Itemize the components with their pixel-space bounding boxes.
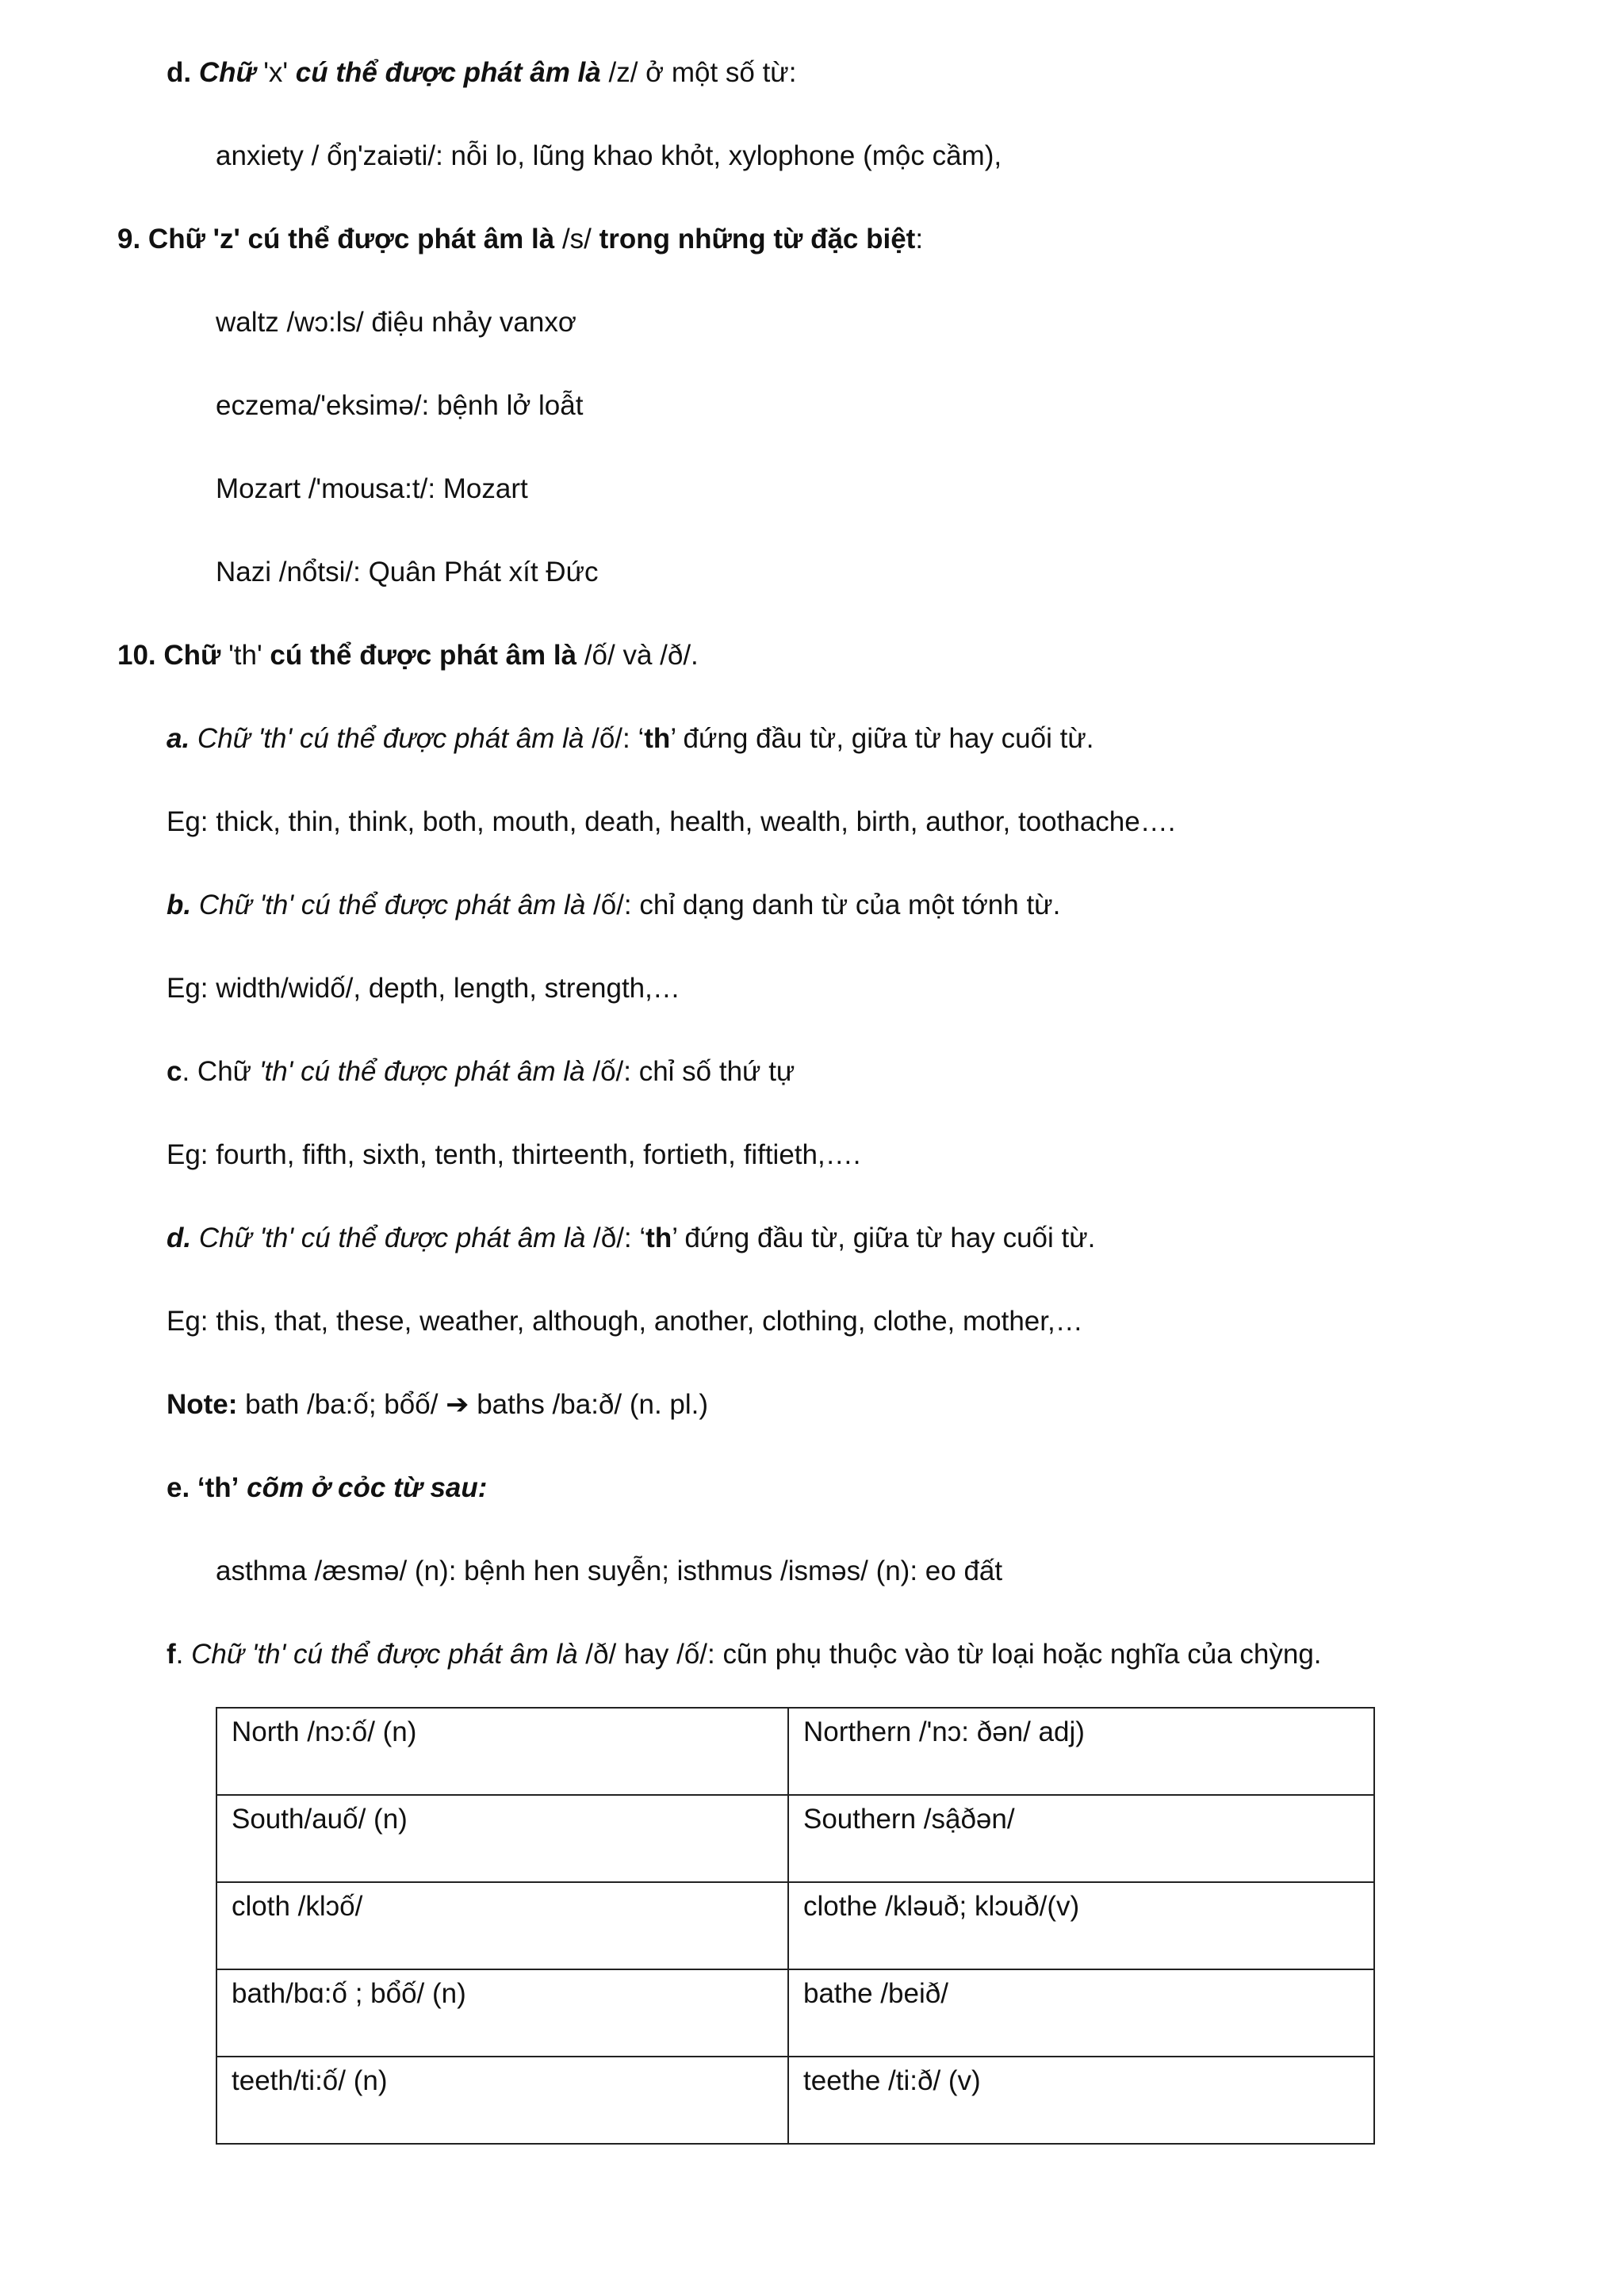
heading-rest: ’ đứng đầu từ, giữa từ hay cuối từ. xyxy=(670,723,1094,754)
heading-lead: . Chữ xyxy=(182,1056,259,1087)
marker: d. xyxy=(167,1223,192,1253)
heading-quote: 'x' xyxy=(255,57,296,88)
marker: e. ‘th’ xyxy=(167,1472,239,1503)
example-line: Mozart /'mousa:t/: Mozart xyxy=(216,473,528,504)
example-line: waltz /wɔ:ls/ điệu nhảy vanxơ xyxy=(216,307,576,338)
example-line: asthma /æsmə/ (n): bệnh hen suyễn; isthmus /isməs/ (n): eo đất xyxy=(216,1556,1003,1586)
heading-text: Chữ xyxy=(198,57,256,88)
table-cell: clothe /kləuð; klɔuð/(v) xyxy=(788,1882,1374,1969)
example-line: anxiety / ổŋ'zaiəti/: nỗi lo, lũng khao khỏt, xylophone (mộc cầm), xyxy=(216,140,1002,171)
heading-text: 'th' cú thể được phát âm là xyxy=(259,1056,585,1087)
subsection-c-heading xyxy=(167,1054,795,1089)
table-cell: South/auố/ (n) xyxy=(216,1795,788,1882)
table-cell: teeth/ti:ố/ (n) xyxy=(216,2057,788,2144)
heading-lead: . xyxy=(175,1639,192,1670)
marker: d. xyxy=(167,57,192,88)
heading-tail: trong những từ đặc biệt xyxy=(591,224,916,254)
heading-text: Chữ 'th' cú thể được phát âm là xyxy=(191,890,586,920)
heading-th: th xyxy=(644,723,671,754)
noun-verb-pairs-table xyxy=(216,1707,1375,2145)
heading-lead: 9. Chữ 'z' cú thể được phát âm là xyxy=(117,224,562,254)
marker: b. xyxy=(167,890,192,920)
note-line xyxy=(167,1387,708,1422)
heading-text: Chữ 'th' cú thể được phát âm là xyxy=(190,723,584,754)
subsection-f-heading xyxy=(167,1637,1322,1672)
table-cell: Northern /'nɔ: ðən/ adj) xyxy=(788,1708,1374,1795)
heading-text: cõm ở cỏc từ sau: xyxy=(239,1472,488,1503)
heading-text: Chữ 'th' cú thể được phát âm là xyxy=(191,1639,578,1670)
table-row xyxy=(216,1969,1374,2057)
table-cell: Southern /sậðən/ xyxy=(788,1795,1374,1882)
table-cell: bath/bɑ:ố ; bổố/ (n) xyxy=(216,1969,788,2057)
subsection-e-heading xyxy=(167,1471,487,1506)
heading-th: 'th' xyxy=(228,640,262,671)
heading-rest: /ð/ hay /ố/: cũn phụ thuộc vào từ loại hoặc nghĩa của chỳng. xyxy=(577,1639,1322,1670)
marker: a. xyxy=(167,723,190,754)
table-row xyxy=(216,1882,1374,1969)
heading-th: th xyxy=(645,1223,672,1253)
note-text: baths /ba:ð/ (n. pl.) xyxy=(469,1389,709,1420)
section-d-x-heading xyxy=(167,55,796,90)
heading-text: Chữ 'th' cú thể được phát âm là xyxy=(191,1223,586,1253)
subsection-a-heading xyxy=(167,721,1094,756)
heading-sound: /s/ xyxy=(561,224,592,254)
note-label: Note: xyxy=(167,1389,238,1420)
section-9-heading xyxy=(117,222,923,257)
table-row xyxy=(216,1708,1374,1795)
subsection-b-heading xyxy=(167,888,1060,923)
example-line: Eg: fourth, fifth, sixth, tenth, thirteenth, fortieth, fiftieth,…. xyxy=(167,1139,861,1170)
heading-rest: /ố/: chỉ dạng danh từ của một tớnh từ. xyxy=(585,890,1061,920)
heading-sound: /z/ ở một số từ: xyxy=(600,57,797,88)
arrow-right-icon: ➔ xyxy=(446,1389,469,1420)
marker: f xyxy=(167,1639,176,1670)
table-cell: North /nɔ:ố/ (n) xyxy=(216,1708,788,1795)
heading-rest: /ố/: ‘ xyxy=(584,723,645,754)
subsection-d-heading xyxy=(167,1221,1095,1256)
example-line: Nazi /nổtsi/: Quân Phát xít Đức xyxy=(216,557,599,587)
note-text: bath /ba:ố; bổố/ xyxy=(237,1389,446,1420)
table-cell: cloth /klɔố/ xyxy=(216,1882,788,1969)
heading-lead: 10. Chữ xyxy=(117,640,229,671)
heading-rest: /ð/: ‘ xyxy=(585,1223,646,1253)
example-line: Eg: width/widố/, depth, length, strength,… xyxy=(167,973,680,1004)
heading-tail: /ố/ và /ð/. xyxy=(584,640,699,671)
table-row xyxy=(216,2057,1374,2144)
marker: c xyxy=(167,1056,182,1087)
heading-mid: cú thể được phát âm là xyxy=(262,640,584,671)
heading-rest: /ố/: chỉ số thứ tự xyxy=(584,1056,795,1087)
heading-rest: ’ đứng đầu từ, giữa từ hay cuối từ. xyxy=(672,1223,1096,1253)
table-cell: bathe /beið/ xyxy=(788,1969,1374,2057)
table-row xyxy=(216,1795,1374,1882)
table-cell: teethe /ti:ð/ (v) xyxy=(788,2057,1374,2144)
example-line: Eg: thick, thin, think, both, mouth, death, health, wealth, birth, author, toothache…. xyxy=(167,806,1176,837)
heading-text-rest: cú thể được phát âm là xyxy=(295,57,601,88)
heading-colon: : xyxy=(915,224,924,254)
example-line: eczema/'eksimə/: bệnh lở loẫt xyxy=(216,390,584,421)
section-10-heading xyxy=(117,638,699,673)
example-line: Eg: this, that, these, weather, although, another, clothing, clothe, mother,… xyxy=(167,1306,1083,1337)
